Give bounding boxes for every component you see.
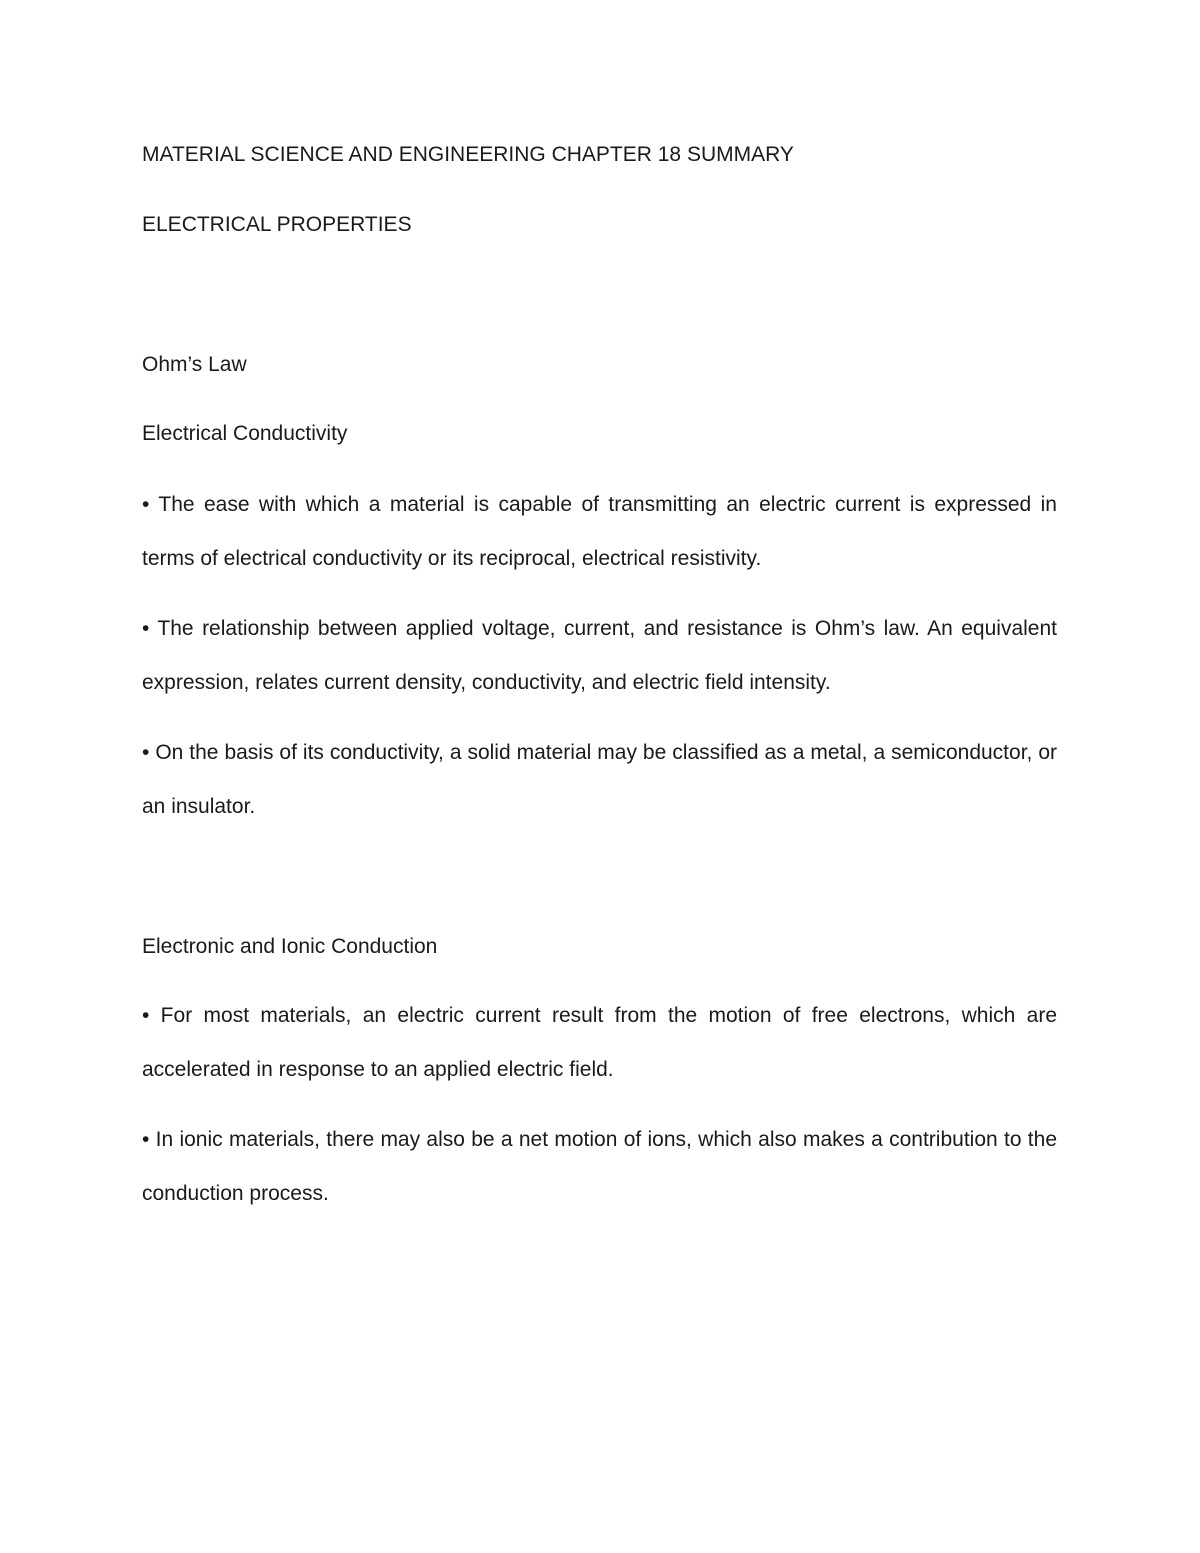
- section-heading-electronic-ionic-conduction: Electronic and Ionic Conduction: [142, 935, 438, 958]
- section-heading-ohms-law: Ohm’s Law: [142, 353, 247, 376]
- bullet-conductivity-ease: • The ease with which a material is capable of transmitting an electric current is expressed in terms of electrical conductivity or its reciprocal, electrical resistivity.: [142, 493, 1057, 570]
- section-heading-electrical-conductivity: Electrical Conductivity: [142, 422, 348, 445]
- document-subtitle: ELECTRICAL PROPERTIES: [142, 213, 412, 236]
- bullet-free-electrons: • For most materials, an electric current result from the motion of free electrons, which are accelerated in response to an applied electric field.: [142, 1004, 1057, 1081]
- bullet-ionic-motion: • In ionic materials, there may also be a net motion of ions, which also makes a contribution to the conduction process.: [142, 1128, 1057, 1205]
- document-title: MATERIAL SCIENCE AND ENGINEERING CHAPTER 18 SUMMARY: [142, 143, 794, 166]
- bullet-material-classification: • On the basis of its conductivity, a solid material may be classified as a metal, a semiconductor, or an insulator.: [142, 741, 1057, 818]
- bullet-ohms-law-relationship: • The relationship between applied voltage, current, and resistance is Ohm’s law. An equivalent expression, relates current density, conductivity, and electric field intensity.: [142, 617, 1057, 694]
